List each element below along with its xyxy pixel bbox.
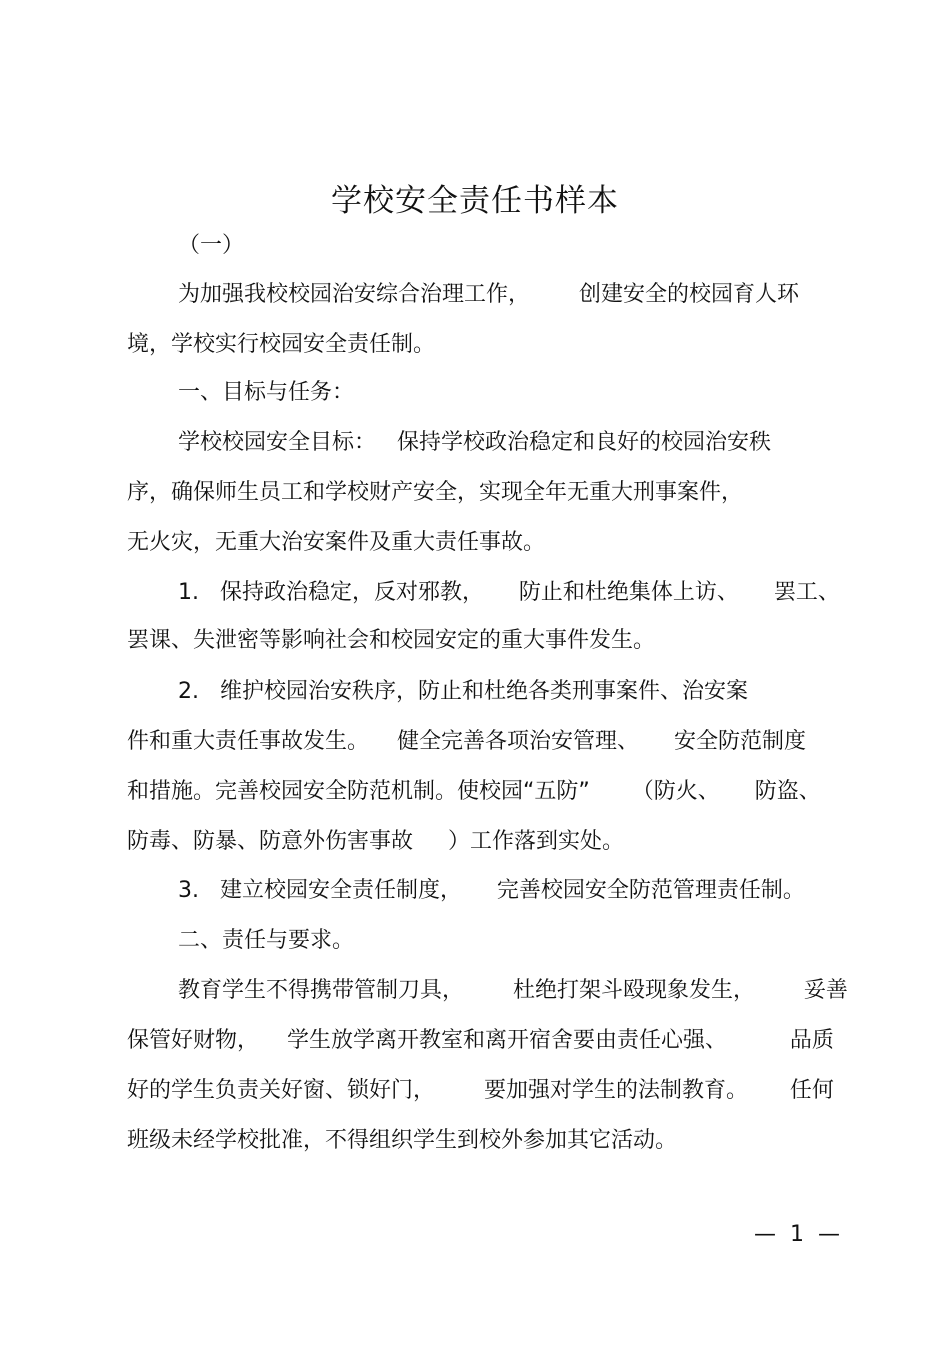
section-heading: 一、目标与任务： [178,380,355,405]
paragraph-line: 学校校园安全目标： 保持学校政治稳定和良好的校园治安秩 [178,430,771,455]
list-item-line: 3. 建立校园安全责任制度， 完善校园安全防范管理责任制。 [178,878,805,903]
page-number: — 1 — [754,1222,840,1247]
paragraph-line: 好的学生负责关好窗、锁好门， 要加强对学生的法制教育。 任何 [127,1078,834,1103]
section-heading: 二、责任与要求。 [178,928,355,953]
paragraph-line: 保管好财物， 学生放学离开教室和离开宿舍要由责任心强、 品质 [127,1028,834,1053]
list-item-line: 1. 保持政治稳定，反对邪教， 防止和杜绝集体上访、 罢工、 [178,580,840,605]
paragraph-line: 班级未经学校批准，不得组织学生到校外参加其它活动。 [127,1128,678,1153]
paragraph-line: 无火灾，无重大治安案件及重大责任事故。 [127,530,546,555]
paragraph-line: 为加强我校校园治安综合治理工作， 创建安全的校园育人环 [178,282,799,307]
list-item-line: 防毒、防暴、防意外伤害事故 ）工作落到实处。 [127,829,624,854]
paragraph-line: 境，学校实行校园安全责任制。 [127,332,436,357]
paragraph-line: 序，确保师生员工和学校财产安全，实现全年无重大刑事案件， [127,480,744,505]
section-number: （一） [178,233,245,258]
list-item-line: 罢课、失泄密等影响社会和校园安定的重大事件发生。 [127,628,656,653]
list-item-line: 2. 维护校园治安秩序，防止和杜绝各类刑事案件、治安案 [178,679,748,704]
list-item-line: 和措施。完善校园安全防范机制。使校园“五防” （防火、 防盗、 [127,779,821,804]
document-title: 学校安全责任书样本 [331,183,619,219]
paragraph-line: 教育学生不得携带管制刀具， 杜绝打架斗殴现象发生， 妥善 [178,978,848,1003]
list-item-line: 件和重大责任事故发生。 健全完善各项治安管理、 安全防范制度 [127,729,806,754]
